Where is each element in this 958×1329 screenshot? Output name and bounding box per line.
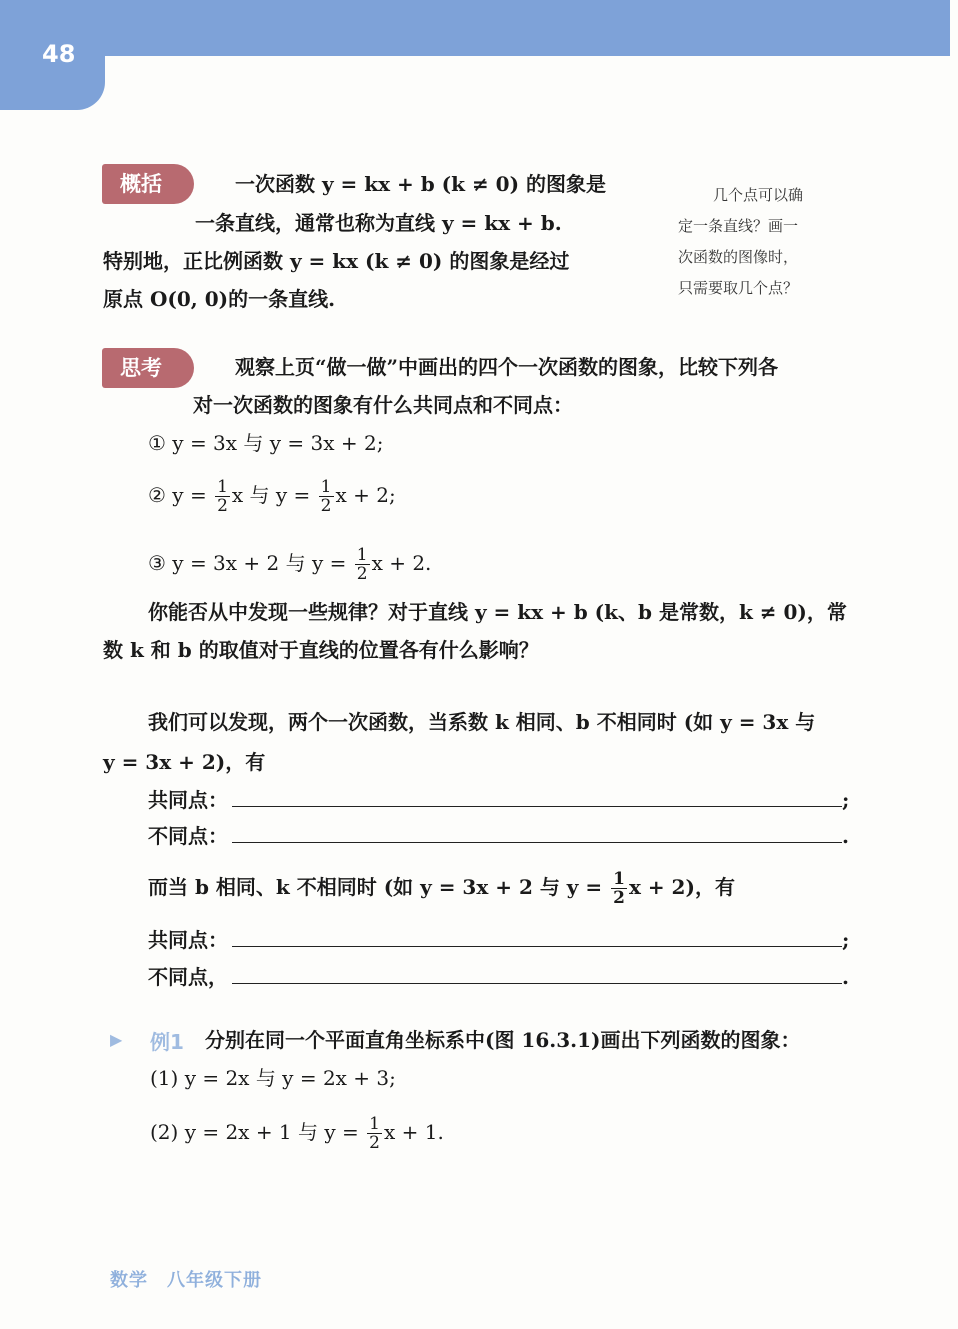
fraction: [355, 546, 370, 583]
item-text: ② y =: [148, 483, 207, 507]
denominator: 2: [369, 1133, 380, 1153]
diff-point-row: [148, 822, 849, 850]
numerator: 1: [356, 545, 368, 565]
question-line: 数 k 和 b 的取值对于直线的位置各有什么影响？: [103, 638, 539, 662]
page-number: 48: [42, 40, 76, 68]
side-note-line: 只需要取几个点？: [678, 279, 799, 297]
punct: ;: [842, 928, 850, 952]
diff-label: 不同点：: [148, 824, 228, 848]
numerator: 1: [320, 477, 332, 497]
discover-line: 我们可以发现，两个一次函数，当系数 k 相同、b 不相同时 (如 y = 3x 与: [148, 710, 816, 734]
summary-line: 原点 O(0, 0)的一条直线.: [103, 287, 336, 311]
diff-label: 不同点，: [148, 965, 228, 989]
example-item-2: [150, 1115, 444, 1152]
item-text: x + 2;: [335, 483, 396, 507]
punct: .: [842, 965, 849, 989]
common-point-row: [148, 926, 849, 954]
common-point-row: [148, 786, 849, 814]
side-note-line: 次函数的图像时，: [678, 248, 799, 266]
denominator: 2: [613, 888, 625, 908]
common-blank[interactable]: [232, 926, 842, 947]
think-item-3: [148, 546, 431, 583]
side-note-line: 定一条直线？画一: [678, 217, 799, 235]
numerator: 1: [217, 477, 228, 497]
denominator: 2: [217, 496, 228, 516]
item-text: x + 1.: [383, 1120, 444, 1144]
discover-line: y = 3x + 2)，有: [103, 750, 266, 774]
item-text: 而当 b 相同、k 不相同时 (如 y = 3x + 2 与 y =: [148, 875, 603, 899]
item-text: (2) y = 2x + 1 与 y =: [150, 1120, 359, 1144]
item-text: x + 2)，有: [628, 875, 735, 899]
fraction: [611, 870, 627, 907]
diff-blank[interactable]: [232, 822, 842, 843]
punct: ;: [842, 788, 850, 812]
think-item-1: ① y = 3x 与 y = 3x + 2;: [148, 431, 384, 455]
think-badge: 思考: [102, 348, 194, 388]
think-line: 对一次函数的图象有什么共同点和不同点：: [193, 393, 573, 417]
common-blank[interactable]: [232, 786, 842, 807]
discover-line: [148, 870, 735, 907]
header-band: [0, 0, 950, 56]
summary-line: 一次函数 y = kx + b (k ≠ 0) 的图象是: [235, 172, 607, 196]
punct: .: [842, 824, 849, 848]
item-text: x + 2.: [371, 551, 432, 575]
fraction: [215, 478, 230, 515]
numerator: 1: [369, 1114, 380, 1134]
think-item-2: [148, 478, 396, 515]
footer-book-title: 数学 八年级下册: [110, 1270, 262, 1291]
example-label: 例1: [150, 1030, 184, 1054]
summary-badge: 概括: [102, 164, 194, 204]
example-item-1: (1) y = 2x 与 y = 2x + 3;: [150, 1066, 396, 1090]
numerator: 1: [613, 869, 625, 889]
arrow-icon: ▶: [110, 1030, 123, 1049]
fraction: [319, 478, 334, 515]
item-text: x 与 y =: [231, 483, 311, 507]
diff-point-row: [148, 963, 849, 991]
common-label: 共同点：: [148, 788, 228, 812]
side-note-line: 几个点可以确: [713, 186, 804, 204]
summary-line: 一条直线，通常也称为直线 y = kx + b.: [195, 211, 562, 235]
summary-line: 特别地，正比例函数 y = kx (k ≠ 0) 的图象是经过: [103, 249, 570, 273]
example-text: 分别在同一个平面直角坐标系中(图 16.3.1)画出下列函数的图象：: [205, 1028, 801, 1052]
denominator: 2: [320, 496, 332, 516]
item-text: ③ y = 3x + 2 与 y =: [148, 551, 347, 575]
common-label: 共同点：: [148, 928, 228, 952]
denominator: 2: [356, 564, 368, 584]
fraction: [367, 1115, 382, 1152]
question-line: 你能否从中发现一些规律？对于直线 y = kx + b (k、b 是常数，k ≠ 0)，常: [148, 600, 847, 624]
diff-blank[interactable]: [232, 963, 842, 984]
think-line: 观察上页“做一做”中画出的四个一次函数的图象，比较下列各: [235, 355, 779, 379]
